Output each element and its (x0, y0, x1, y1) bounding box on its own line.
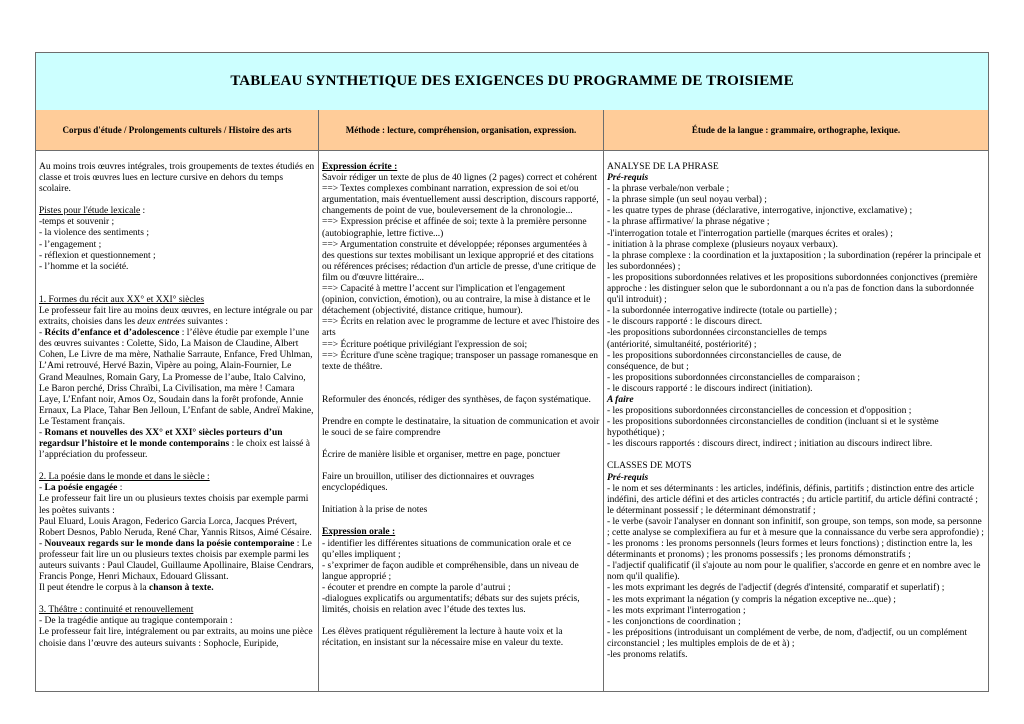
header-langue: Étude de la langue : grammaire, orthographe, lexique. (604, 110, 988, 150)
classes-item: - les pronoms : les pronoms personnels (leurs formes et leurs fonctions) ; distinction entre la, les déterminants et pronoms) ; les pronoms possessifs ; les pronoms démonstratifs ; (607, 539, 973, 561)
analyse-item: - initiation à la phrase complexe (plusieurs noyaux verbaux). (607, 239, 838, 250)
analyse-item: (antériorité, simultanéité, postériorité) ; (607, 339, 757, 350)
analyse-item: - la phrase affirmative/ la phrase négative ; (607, 217, 770, 228)
section-2-nouveaux: - Nouveaux regards sur le monde dans la poésie contemporaine : Le professeur fait lire un ou plusieurs textes choisis par exemple parmi les auteurs suivants : Paul Claudel, Guillaume Apollinaire, Blaise Cendrars, Francis Ponge, Henri Michaux, Edouard Glissant. (39, 538, 314, 583)
classes-item: - le verbe (savoir l'analyser en donnant son infinitif, son groupe, son temps, son mode, sa personne ; cette analyse se complexifiera au fur et à mesure que la connaissance du verbe sera approfondie) ; (607, 516, 984, 538)
section-2-title: 2. La poésie dans le monde et dans le siècle : (39, 472, 210, 483)
analyse-title: ANALYSE DE LA PHRASE (607, 162, 719, 172)
analyse-item: - les propositions subordonnées relatives et les propositions subordonnées conjonctives (première approche : les distinguer selon que le subordonnant a ou n'a pas de fonction dans la subordonnée qu'il introduit) ; (607, 272, 978, 306)
section-1-title: 1. Formes du récit aux XX° et XXI° siècles (39, 294, 205, 305)
expression-ecrite-title: Expression écrite : (322, 162, 398, 172)
orale-item: - s’exprimer de façon audible et compréhensible, dans un niveau de langue approprié ; (322, 560, 579, 582)
classes-item: - le nom et ses déterminants : les articles, indéfinis, définis, partitifs ; distinction entre des article indéfini, des article défini et des articles contractés ; du article partitif, du article défini contracté ; le déterminant possessif ; le déterminant démonstratif ; (607, 483, 978, 516)
column-langue (604, 150, 988, 691)
pistes-item: - réflexion et questionnement ; (39, 250, 156, 261)
section-2-poets: Paul Eluard, Louis Aragon, Federico Garcia Lorca, Jacques Prévert, Robert Desnos, Pablo Neruda, René Char, Yannis Ritsos, Aimé Césaire. (39, 516, 312, 538)
classes-prerequis-label: Pré-requis (607, 472, 649, 483)
column-methode (319, 150, 604, 691)
prerequis-label: Pré-requis (607, 173, 649, 184)
methode-paragraph: Initiation à la prise de notes (322, 505, 428, 516)
ecrite-item: ==> Écrits en relation avec le programme de lecture et avec l'histoire des arts (322, 317, 600, 339)
pistes-item: - la violence des sentiments ; (39, 228, 150, 239)
analyse-item: - la phrase complexe : la coordination et la juxtaposition ; la subordination (repérer la principale et les subordonnées) ; (607, 250, 982, 272)
analyse-item: - le discours rapporté : le discours indirect (initiation). (607, 383, 813, 394)
pistes-heading: Pistes pour l'étude lexicale : (39, 206, 146, 217)
classes-item: -les pronoms relatifs. (607, 650, 688, 661)
corpus-intro: Au moins trois œuvres intégrales, trois groupements de textes étudiés en classe et trois œuvres lues en lecture cursive en dehors du temps scolaire. (39, 162, 315, 195)
page-title: TABLEAU SYNTHETIQUE DES EXIGENCES DU PROGRAMME DE TROISIEME (230, 73, 794, 89)
section-3-title: 3. Théâtre : continuité et renouvellement (39, 605, 194, 616)
analyse-item: -l'interrogation totale et l'interrogation partielle (marques écrites et orales) ; (607, 228, 893, 239)
analyse-item: - les propositions subordonnées circonstancielles de comparaison ; (607, 372, 861, 383)
orale-item: -dialogues explicatifs ou argumentatifs; débats sur des sujets précis, limités, choisis en relation avec l’étude des textes lus. (322, 594, 580, 616)
column-corpus (36, 150, 319, 691)
classes-item: - les prépositions (introduisant un complément de verbe, de nom, d'adjectif, ou un complément circonstanciel ; les multiples emplois de de et à) ; (607, 627, 967, 649)
methode-paragraph: Reformuler des énoncés, rédiger des synthèses, de façon systématique. (322, 394, 591, 405)
expression-orale-title: Expression orale : (322, 527, 396, 538)
analyse-item: - les quatre types de phrase (déclarative, interrogative, injonctive, exclamative) ; (607, 206, 913, 217)
ecrite-item: ==> Expression précise et affinée de soi; texte à la première personne (autobiographie, lettre fictive...) (322, 217, 587, 239)
header-corpus: Corpus d'étude / Prolongements culturels / Histoire des arts (36, 110, 319, 150)
analyse-item: -les propositions subordonnées circonstancielles de temps (607, 328, 827, 339)
classes-item: - les mots exprimant la négation (y compris la négation exceptive ne...que) ; (607, 594, 896, 605)
afaire-item: - les discours rapportés : discours direct, indirect ; initiation au discours indirect libre. (607, 439, 933, 450)
ecrite-item: ==> Écriture d'une scène tragique; transposer un passage romanesque en texte de théâtre. (322, 350, 599, 372)
title-row (36, 53, 988, 111)
pistes-item: - l’engagement ; (39, 239, 102, 250)
ecrite-item: ==> Capacité à mettre l’accent sur l'implication et l'engagement (opinion, conviction, émotion), ou au contraire, la mise à distance et le détachement (objectivité, distance critique, humour). (322, 284, 591, 317)
methode-paragraph: Faire un brouillon, utiliser des dictionnaires et ouvrages encyclopédiques. (322, 472, 535, 494)
classes-item: - l'adjectif qualificatif (il s'ajoute au nom pour le qualifier, s'accorde en genre et en nombre avec le nom qu'il qualifie). (607, 561, 981, 583)
header-methode: Méthode : lecture, compréhension, organisation, expression. (319, 110, 604, 150)
analyse-item: conséquence, de but ; (607, 361, 689, 372)
body-row (36, 150, 988, 691)
section-1-romans: - Romans et nouvelles des XX° et XXI° siècles porteurs d’un regardsur l’histoire et le monde contemporains : le choix est laissé à l’appréciation du professeur. (39, 427, 310, 461)
section-3-item: Le professeur fait lire, intégralement ou par extraits, au moins une pièce choisie dans l’œuvre des auteurs suivants : Sophocle, Euripide, (39, 627, 313, 649)
analyse-item: - la phrase verbale/non verbale ; (607, 184, 730, 195)
classes-item: - les conjonctions de coordination ; (607, 616, 741, 627)
section-2-chanson: Il peut étendre le corpus à la chanson à texte. (39, 583, 214, 594)
classes-item: - les mots exprimant l'interrogation ; (607, 605, 746, 616)
section-1-intro: Le professeur fait lire au moins deux œuvres, en lecture intégrale ou par extraits, choisies dans les deux entrées suivantes : (39, 305, 313, 328)
orale-item: - écouter et prendre en compte la parole d’autrui ; (322, 582, 511, 593)
afaire-item: - les propositions subordonnées circonstancielles de concession et d'opposition ; (607, 406, 912, 417)
ecrite-item: ==> Textes complexes combinant narration, expression de soi et/ou argumentation, mais éventuellement aussi description, discours rapporté, changements de point de vue, bouleversement de la chronologie... (322, 184, 599, 217)
analyse-item: - le discours rapporté : le discours direct. (607, 317, 763, 328)
ecrite-item: Savoir rédiger un texte de plus de 40 lignes (2 pages) correct et cohérent (322, 173, 598, 184)
section-3-item: - De la tragédie antique au tragique contemporain : (39, 616, 233, 627)
pistes-item: -temps et souvenir ; (39, 217, 115, 228)
header-row (36, 110, 988, 151)
methode-paragraph: Prendre en compte le destinataire, la situation de communication et avoir le souci de se faire comprendre (322, 416, 600, 438)
analyse-item: - la subordonnée interrogative indirecte (totale ou partielle) ; (607, 306, 838, 317)
section-2-poesie-more: Le professeur fait lire un ou plusieurs textes choisis par exemple parmi les poètes suivants : (39, 494, 309, 516)
ecrite-item: ==> Argumentation construite et développée; réponses argumentées à des questions sur textes mobilisant un lexique approprié et des citations ou références précises; rédaction d'un article de presse, d'une critique de film ou d'œuvre littéraire... (322, 239, 596, 283)
methode-paragraph: Les élèves pratiquent régulièrement la lecture à haute voix et la récitation, en insistant sur la nécessaire mise en valeur du texte. (322, 627, 564, 649)
classes-title: CLASSES DE MOTS (607, 461, 692, 472)
afaire-label: A faire (607, 394, 634, 405)
pistes-item: - l’homme et la société. (39, 261, 129, 272)
classes-item: - les mots exprimant les degrés de l'adjectif (degrés d'intensité, comparatif et superlatif) ; (607, 583, 945, 594)
section-1-recits: - Récits d’enfance et d’adolescence : l’élève étudie par exemple l’une des œuvres suivantes : Colette, Sido, La Maison de Claudine, Albert Cohen, Le Livre de ma mère, Nathalie Sarraute, Enfance, Fred Uhlman, L’Ami retrouvé, Hervé Bazin, Vipère au poing, Alain-Fournier, Le Grand Meaulnes, Romain Gary, La Promesse de l’aube, Italo Calvino, Le Baron perché, Driss Chraïbi, La Civilisation, ma mère ! Camara Laye, L’Enfant noir, Amos Oz, Soudain dans la forêt profonde, Annie Ernaux, La Place, Tahar Ben Jelloun, L’Enfant de sable, Andreï Makine, Le Testament français. (39, 328, 314, 427)
afaire-item: - les propositions subordonnées circonstancielles de condition (incluant si et le système hypothétique) ; (607, 417, 939, 439)
synthesis-table (35, 52, 989, 692)
analyse-item: - les propositions subordonnées circonstancielles de cause, de (607, 350, 842, 361)
ecrite-item: ==> Écriture poétique privilégiant l'expression de soi; (322, 339, 528, 350)
orale-item: - identifier les différentes situations de communication orale et ce qu’elles impliquent ; (322, 538, 572, 560)
section-2-poesie: - La poésie engagée : (39, 483, 123, 494)
analyse-item: - la phrase simple (un seul noyau verbal) ; (607, 195, 767, 206)
methode-paragraph: Écrire de manière lisible et organiser, mettre en page, ponctuer (322, 450, 561, 461)
